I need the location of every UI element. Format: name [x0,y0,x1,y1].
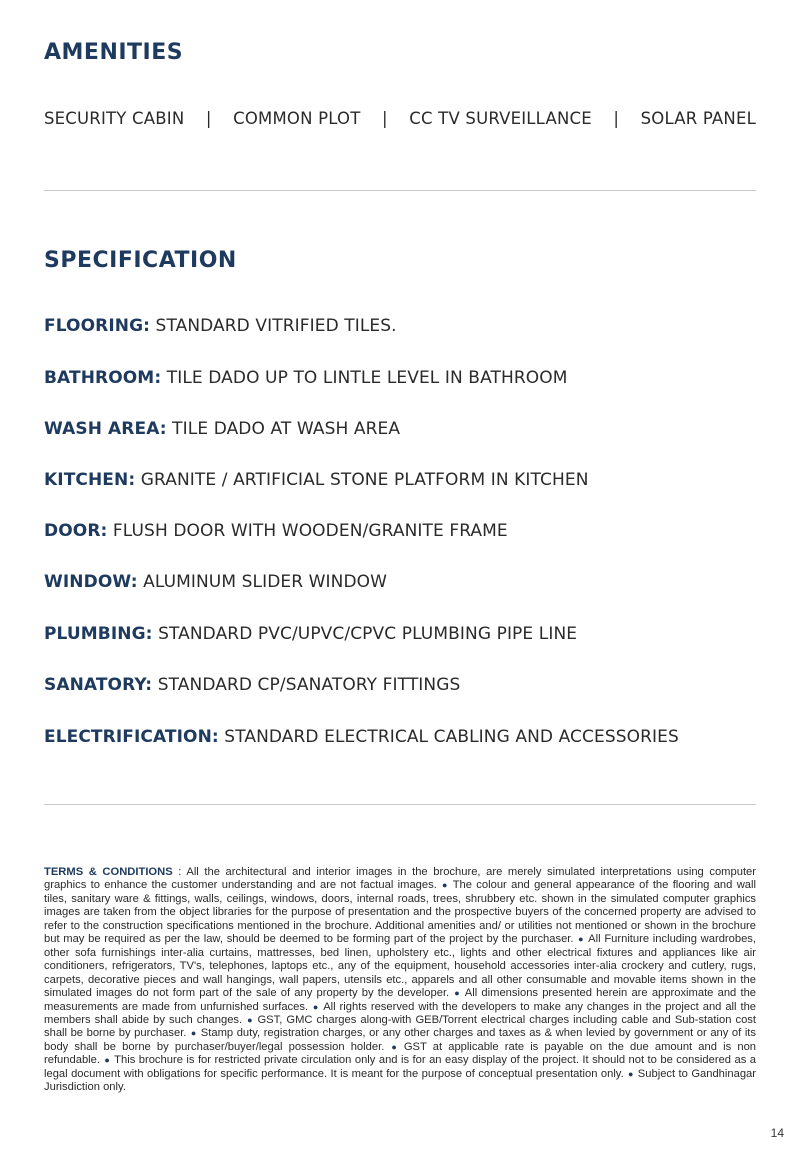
terms-clause: This brochure is for restricted private circulation only and is for an easy display of the project. It should not to be considered as a legal document with obligations for specific performance. It is meant for the purpose of conceptual presentation only. [44,1054,756,1080]
terms-clause: GST, GMC charges along-with GEB/Torrent electrical charges including cable and Sub-station cost shall be borne by purchaser. [44,1013,756,1040]
page-number: 14 [770,1126,784,1140]
spec-kitchen [44,470,589,490]
spec-flooring [44,316,397,336]
spec-door [44,521,508,541]
spec-value: FLUSH DOOR WITH WOODEN/GRANITE FRAME [107,521,508,541]
amenity-item: CC TV SURVEILLANCE [409,109,592,128]
bullet-icon: ● [440,880,449,891]
spec-label: BATHROOM: [44,368,162,388]
terms-clause: All dimensions presented herein are approximate and the measurements are made from unfurnished surfaces. [44,987,757,1013]
spec-bathroom [44,368,568,388]
bullet-icon: ● [388,1041,400,1052]
amenity-separator: | [382,109,388,128]
terms-label: TERMS & CONDITIONS [44,866,173,878]
terms-and-conditions [44,866,756,1095]
spec-value: STANDARD CP/SANATORY FITTINGS [152,675,461,695]
divider [44,804,756,805]
specification-heading: SPECIFICATION [44,248,237,273]
amenity-separator: | [613,109,620,128]
spec-sanatory [44,675,460,695]
spec-label: ELECTRIFICATION: [44,727,219,747]
spec-label: SANATORY: [44,675,153,695]
bullet-icon: ● [246,1014,254,1025]
spec-label: FLOORING: [44,316,151,336]
spec-value: STANDARD ELECTRICAL CABLING AND ACCESSORIES [218,727,679,747]
terms-clause: All rights reserved with the developers to make any changes in the project and all the members shall abide by such changes. [44,1000,757,1026]
spec-label: WINDOW: [44,572,138,592]
bullet-icon: ● [103,1055,111,1066]
spec-wash-area [44,419,400,439]
spec-value: TILE DADO UP TO LINTLE LEVEL IN BATHROOM [161,368,568,388]
bullet-icon: ● [627,1068,634,1079]
spec-electrification [44,727,679,747]
spec-label: KITCHEN: [44,470,136,490]
amenity-item: SOLAR PANEL [640,109,756,128]
divider [44,190,756,191]
terms-clause: GST at applicable rate is payable on the due amount and is non refundable. [44,1040,757,1067]
bullet-icon: ● [577,934,585,945]
bullet-icon: ● [312,1001,320,1012]
spec-value: STANDARD VITRIFIED TILES. [150,316,397,336]
spec-window [44,572,387,592]
terms-clause: : All the architectural and interior images in the brochure, are merely simulated interpretations using computer graphics to enhance the customer understanding and are not factual images. [44,866,757,892]
spec-value: TILE DADO AT WASH AREA [166,419,401,439]
spec-plumbing [44,624,577,644]
amenities-heading: AMENITIES [44,40,184,65]
spec-label: PLUMBING: [44,624,153,644]
spec-label: DOOR: [44,521,108,541]
terms-clause: Stamp duty, registration charges, or any other charges and taxes as & when levied by government or any of its body shall be borne by purchaser/buyer/legal possession holder. [44,1027,757,1053]
amenity-item: COMMON PLOT [233,109,361,128]
terms-clause: Subject to Gandhinagar Jurisdiction only. [44,1067,757,1094]
spec-label: WASH AREA: [44,419,167,439]
amenity-item: SECURITY CABIN [44,109,185,128]
amenity-separator: | [205,109,212,128]
spec-value: STANDARD PVC/UPVC/CPVC PLUMBING PIPE LINE [152,624,578,644]
terms-clause: The colour and general appearance of the flooring and wall tiles, sanitary ware & fittings, walls, ceilings, windows, doors, internal roads, trees, shrubbery etc. shown in the simulated computer graphics images are taken from the object libraries for the purpose of presentation and the prospective buyers of the concerned property are advised to refer to the construction specifications mentioned in the brochure. Additional amenities and/ or utilities not mentioned or shown in the brochure but may be required as per the law, should be deemed to be forming part of the project by the purchaser. [44,879,756,946]
bullet-icon: ● [453,988,461,999]
bullet-icon: ● [190,1028,197,1039]
terms-clause: All Furniture including wardrobes, other sofa furnishings inter-alia curtains, mattresses, bed linen, upholstery etc., lights and other electrical fixtures and appliances like air conditioners, refrigerators, TV's, telephones, laptops etc., any of the equipment, household accessories inter-alia crockery and cutlery, rugs, carpets, decorative pieces and wall hangings, wall papers, utensils etc., apparels and all other consumable and movable items shown in the simulated images do not form part of the sale of any property by the developer. [44,933,757,1000]
spec-value: ALUMINUM SLIDER WINDOW [137,572,388,592]
spec-value: GRANITE / ARTIFICIAL STONE PLATFORM IN KITCHEN [135,470,589,490]
amenities-list [44,109,756,128]
